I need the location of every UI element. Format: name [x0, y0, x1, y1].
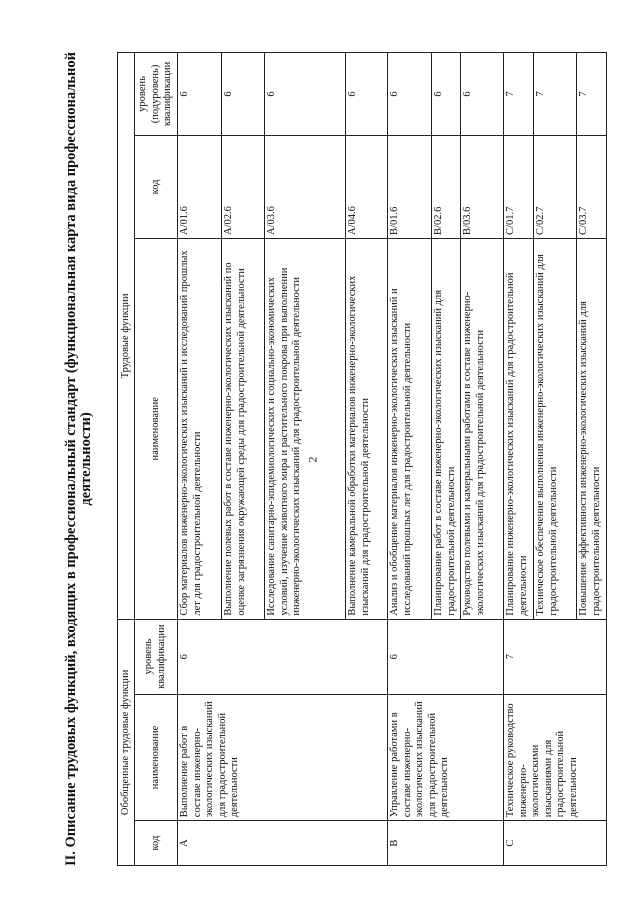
- function-name: Техническое обеспечение выполнения инженерно-экологических изысканий для градостроительной деятельности: [534, 238, 577, 619]
- table-row: [504, 53, 534, 866]
- header-generalized-functions: Обобщенные трудовые функции: [118, 619, 135, 865]
- table-row: [178, 53, 222, 866]
- group-name: Техническое руководство инженерно-экологическими изысканиями для градостроительной деятельности: [504, 694, 607, 821]
- function-name: Исследование санитарно-эпидемиологических и социально-экономических условий, изучение животного мира и растительного покрова при выполнении инженерно-экологических изысканий для градостроительной деятельности: [265, 238, 346, 619]
- group-level: 6: [388, 619, 504, 694]
- function-level: 7: [534, 53, 577, 136]
- function-code: A/03.6: [265, 135, 346, 238]
- function-level: 6: [222, 53, 265, 136]
- function-level: 6: [388, 53, 432, 136]
- group-level: 7: [504, 619, 607, 694]
- header-row-groups: [118, 53, 135, 866]
- function-level: 6: [346, 53, 388, 136]
- header-name: наименование: [135, 694, 178, 821]
- group-code: B: [388, 821, 504, 866]
- rotated-content: [64, 52, 604, 866]
- header-labor-functions: Трудовые функции: [118, 53, 135, 620]
- header-tf-name: наименование: [135, 238, 178, 619]
- group-level: 6: [178, 619, 388, 694]
- functional-map-table: [117, 52, 607, 866]
- function-name: Руководство полевыми и камеральными работами в составе инженерно-экологических изысканий для градостроительной деятельности: [461, 238, 504, 619]
- function-name: Сбор материалов инженерно-экологических изысканий и исследований прошлых лет для градостроительной деятельности: [178, 238, 222, 619]
- function-code: B/01.6: [388, 135, 432, 238]
- function-code: A/02.6: [222, 135, 265, 238]
- group-code: A: [178, 821, 388, 866]
- table-row: [388, 53, 432, 866]
- page-number: 2: [305, 456, 320, 463]
- function-level: 6: [265, 53, 346, 136]
- function-code: B/03.6: [461, 135, 504, 238]
- function-code: A/01.6: [178, 135, 222, 238]
- function-level: 6: [461, 53, 504, 136]
- function-code: C/03.7: [577, 135, 607, 238]
- function-code: C/02.7: [534, 135, 577, 238]
- function-level: 7: [504, 53, 534, 136]
- header-tf-level: уровень (подуровень) квалификации: [135, 53, 178, 136]
- function-name: Анализ и обобщение материалов инженерно-экологических изысканий и исследований прошлых лет для градостроительной деятельности: [388, 238, 432, 619]
- function-name: Повышение эффективности инженерно-экологических изысканий для градостроительной деятельности: [577, 238, 607, 619]
- function-code: B/02.6: [432, 135, 461, 238]
- function-name: Планирование инженерно-экологических изысканий для градостроительной деятельности: [504, 238, 534, 619]
- function-level: 6: [178, 53, 222, 136]
- function-name: Выполнение камеральной обработки материалов инженерно-экологических изысканий для градостроительной деятельности: [346, 238, 388, 619]
- function-code: A/04.6: [346, 135, 388, 238]
- function-name: Выполнение полевых работ в составе инженерно-экологических изысканий по оценке загрязнения окружающей среды для градостроительной деятельности: [222, 238, 265, 619]
- function-level: 6: [432, 53, 461, 136]
- header-level: уровень квалификации: [135, 619, 178, 694]
- group-name: Управление работами в составе инженерно-экологических изысканий для градостроительной деятельности: [388, 694, 504, 821]
- function-code: C/01.7: [504, 135, 534, 238]
- function-level: 7: [577, 53, 607, 136]
- section-title: II. Описание трудовых функций, входящих в профессиональный стандарт (функциональная карта вида профессиональной деятельности): [63, 52, 94, 866]
- header-code: код: [135, 821, 178, 866]
- function-name: Планирование работ в составе инженерно-экологических изысканий для градостроительной деятельности: [432, 238, 461, 619]
- group-code: C: [504, 821, 607, 866]
- header-tf-code: код: [135, 135, 178, 238]
- header-row-columns: [135, 53, 178, 866]
- group-name: Выполнение работ в составе инженерно-экологических изысканий для градостроительной деятельности: [178, 694, 388, 821]
